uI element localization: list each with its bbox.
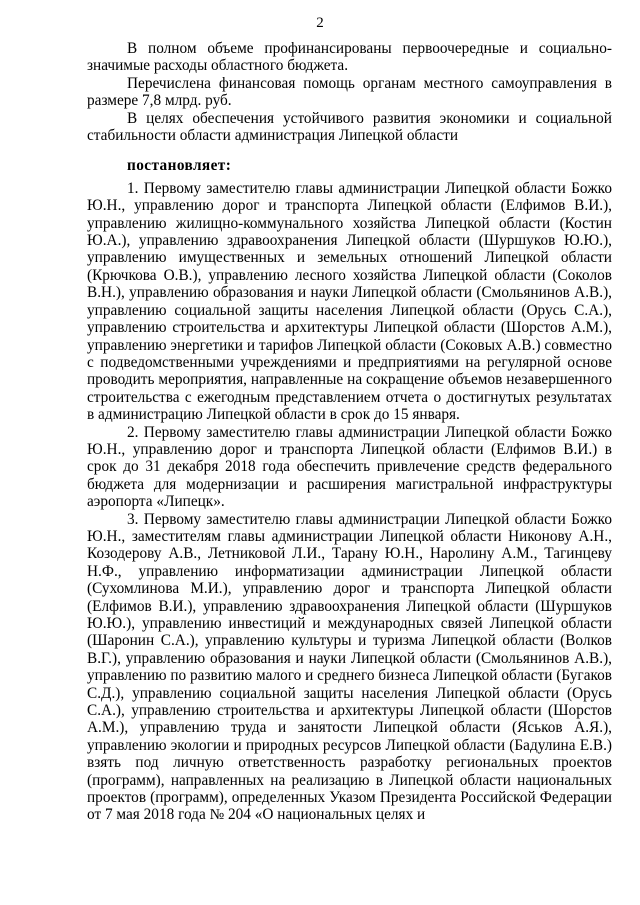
- page-number: 2: [316, 15, 324, 31]
- intro-paragraph-1: В полном объеме профинансированы первоочередные и социально-значимые расходы областного бюджета.: [87, 40, 612, 75]
- intro-paragraph-2: Перечислена финансовая помощь органам местного самоуправления в размере 7,8 млрд. руб.: [87, 74, 612, 110]
- resolution-item-2: 2. Первому заместителю главы администрации Липецкой области Божко Ю.Н., управлению дорог и транспорта Липецкой области (Елфимов В.И.) в срок до 31 декабря 2018 года обеспечить привлечение средств федерального бюджета для модернизации и расширения магистральной инфраструктуры аэропорта «Липецк».: [87, 423, 612, 511]
- resolution-item-1: 1. Первому заместителю главы администрации Липецкой области Божко Ю.Н., управлению дорог и транспорта Липецкой области (Елфимов В.И.), управлению жилищно-коммунального хозяйства Липецкой области (Костин Ю.А.), управлению здравоохранения Липецкой области (Шуршуков Ю.Ю.), управлению имущественных и земельных отношений Липецкой области (Крючкова О.В.), управлению лесного хозяйства Липецкой области (Соколов В.Н.), управлению образования и науки Липецкой области (Смольянинов А.В.), управлению социальной защиты населения Липецкой области (Орусь С.А.), управлению строительства и архитектуры Липецкой области (Шорстов А.М.), управлению энергетики и тарифов Липецкой области (Соковых А.В.) совместно с подведомственными учреждениями и предприятиями на регулярной основе проводить мероприятия, направленные на сокращение объемов незавершенного строительства с ежегодным представлением отчета о достигнутых результатах в администрацию Липецкой области в срок до 15 января.: [87, 179, 612, 424]
- document-body: [87, 40, 612, 824]
- resolves-heading: постановляет:: [127, 157, 232, 175]
- resolution-item-3: 3. Первому заместителю главы администрации Липецкой области Божко Ю.Н., заместителям главы администрации Липецкой области Никонову А.Н., Козодерову А.В., Летниковой Л.И., Тарану Ю.Н., Наролину А.М., Тагинцеву Н.Ф., управлению информатизации администрации Липецкой области (Сухомлинова М.И.), управлению дорог и транспорта Липецкой области (Елфимов В.И.), управлению здравоохранения Липецкой области (Шуршуков Ю.Ю.), управлению инвестиций и международных связей Липецкой области (Шаронин С.А.), управлению культуры и туризма Липецкой области (Волков В.Г.), управлению образования и науки Липецкой области (Смольянинов А.В.), управлению по развитию малого и среднего бизнеса Липецкой области (Бугаков С.Д.), управлению социальной защиты населения Липецкой области (Орусь С.А.), управлению строительства и архитектуры Липецкой области (Шорстов А.М.), управлению труда и занятости Липецкой области (Яськов А.Я.), управлению экологии и природных ресурсов Липецкой области (Бадулина Е.В.) взять под личную ответственность разработку региональных проектов (программ), направленных на реализацию в Липецкой области национальных проектов (программ), определенных Указом Президента Российской Федерации от 7 мая 2018 года № 204 «О национальных целях и: [87, 510, 613, 824]
- intro-paragraph-3: В целях обеспечения устойчивого развития экономики и социальной стабильности области администрация Липецкой области: [87, 109, 612, 145]
